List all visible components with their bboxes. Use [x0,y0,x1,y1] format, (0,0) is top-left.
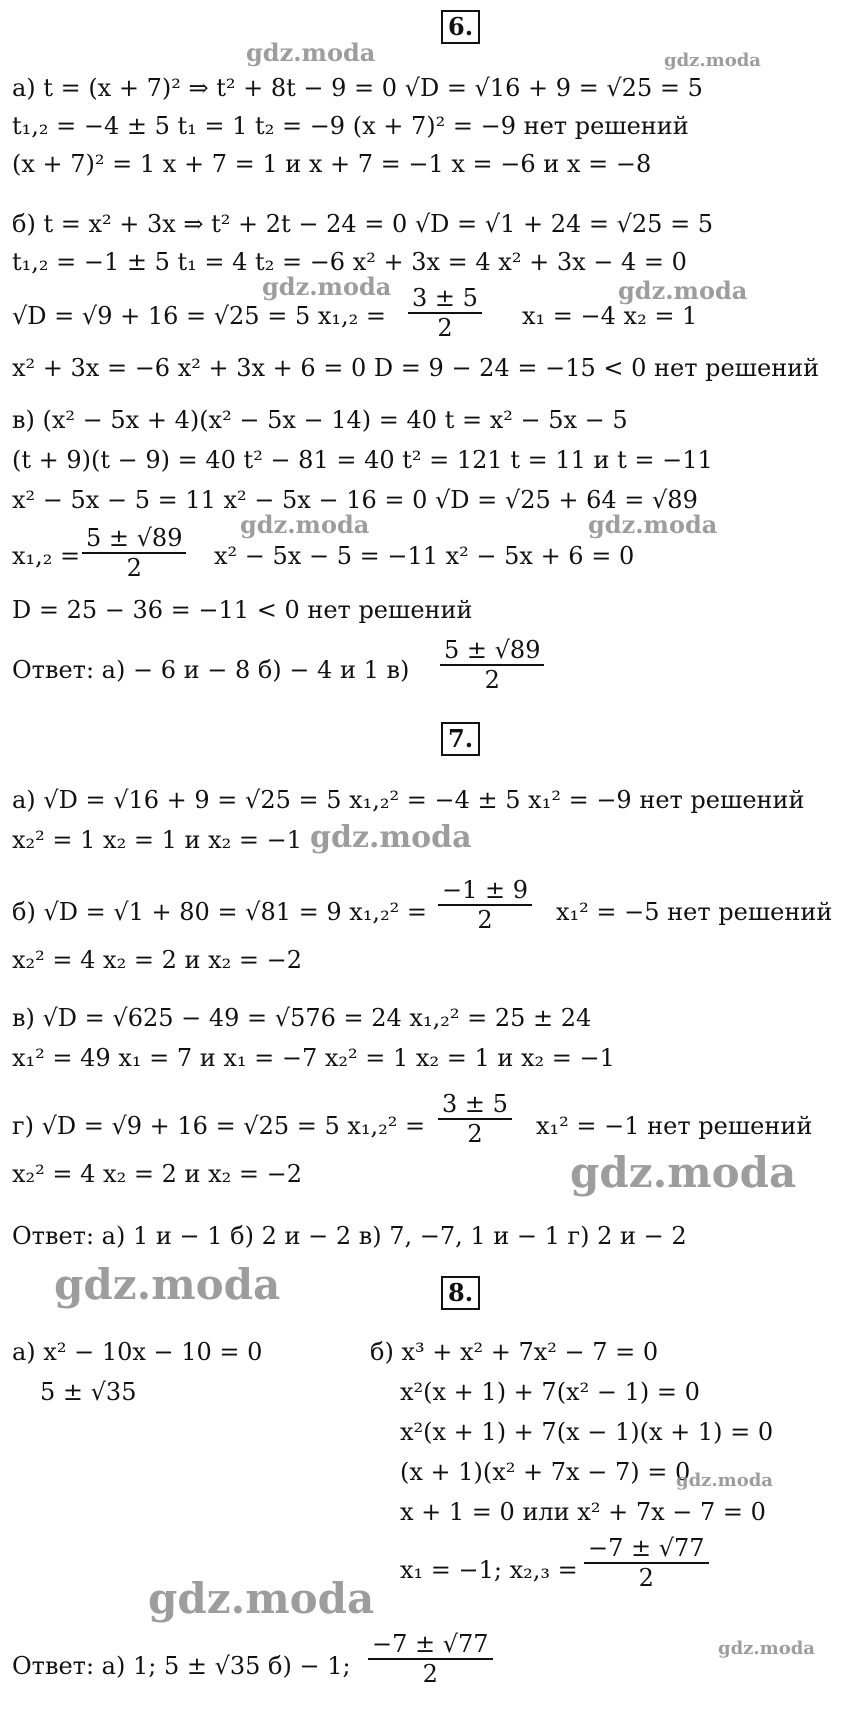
solution-line: x + 1 = 0 или x² + 7x − 7 = 0 [400,1498,766,1526]
solution-line: (x + 7)² = 1 x + 7 = 1 и x + 7 = −1 x = −6 и x = −8 [12,150,652,178]
watermark: gdz.moda [676,1470,773,1491]
solution-line: x²(x + 1) + 7(x − 1)(x + 1) = 0 [400,1418,774,1446]
fraction-numerator: −7 ± √77 [584,1534,709,1564]
solution-line: x₁² = −1 нет решений [536,1112,813,1140]
watermark: gdz.moda [310,820,472,855]
fraction-denominator: 2 [477,906,493,934]
fraction-denominator: 2 [467,1120,483,1148]
fraction-numerator: 3 ± 5 [438,1090,512,1120]
solution-line: б) x³ + x² + 7x² − 7 = 0 [370,1338,659,1366]
fraction-numerator: 5 ± √89 [440,636,544,666]
solution-line: x₁² = 49 x₁ = 7 и x₁ = −7 x₂² = 1 x₂ = 1 и x₂ = −1 [12,1044,615,1072]
solution-line: а) t = (x + 7)² ⇒ t² + 8t − 9 = 0 √D = √16 + 9 = √25 = 5 [12,74,703,102]
fraction [438,876,532,934]
solution-line: x₁ = −4 x₂ = 1 [522,302,698,330]
watermark: gdz.moda [618,276,748,305]
solution-line: x₂² = 4 x₂ = 2 и x₂ = −2 [12,1160,302,1188]
fraction-numerator: −7 ± √77 [368,1630,493,1660]
solution-line: б) t = x² + 3x ⇒ t² + 2t − 24 = 0 √D = √1 + 24 = √25 = 5 [12,210,714,238]
watermark: gdz.moda [588,510,718,539]
watermark: gdz.moda [718,1638,815,1659]
solution-line: x₂² = 1 x₂ = 1 и x₂ = −1 [12,826,302,854]
solution-line: x²(x + 1) + 7(x² − 1) = 0 [400,1378,700,1406]
solution-line: б) √D = √1 + 80 = √81 = 9 x₁,₂² = [12,898,428,926]
fraction [408,284,482,342]
solution-line: x² − 5x − 5 = 11 x² − 5x − 16 = 0 √D = √25 + 64 = √89 [12,486,698,514]
answer-line: Ответ: а) 1 и − 1 б) 2 и − 2 в) 7, −7, 1 и − 1 г) 2 и − 2 [12,1222,687,1250]
solution-line: а) √D = √16 + 9 = √25 = 5 x₁,₂² = −4 ± 5 x₁² = −9 нет решений [12,786,805,814]
watermark: gdz.moda [570,1148,797,1197]
answer-line: Ответ: а) 1; 5 ± √35 б) − 1; [12,1652,351,1680]
solution-line: √D = √9 + 16 = √25 = 5 x₁,₂ = [12,302,386,330]
solution-line: в) (x² − 5x + 4)(x² − 5x − 14) = 40 t = x² − 5x − 5 [12,406,628,434]
solution-line: x₂² = 4 x₂ = 2 и x₂ = −2 [12,946,302,974]
watermark: gdz.moda [262,272,392,301]
fraction [368,1630,493,1688]
fraction [440,636,544,694]
solution-line: в) √D = √625 − 49 = √576 = 24 x₁,₂² = 25 ± 24 [12,1004,592,1032]
watermark: gdz.moda [240,510,370,539]
watermark: gdz.moda [246,38,376,67]
solution-line: D = 25 − 36 = −11 < 0 нет решений [12,596,473,624]
fraction [584,1534,709,1592]
solution-line: x₁,₂ = [12,542,81,570]
fraction-numerator: 3 ± 5 [408,284,482,314]
solution-line: г) √D = √9 + 16 = √25 = 5 x₁,₂² = [12,1112,426,1140]
solution-line: x₁ = −1; x₂,₃ = [400,1556,578,1584]
section-number-6: 6. [441,10,480,44]
fraction [438,1090,512,1148]
fraction-numerator: −1 ± 9 [438,876,532,906]
section-number-7: 7. [441,722,480,756]
solution-line: t₁,₂ = −4 ± 5 t₁ = 1 t₂ = −9 (x + 7)² = −9 нет решений [12,112,689,140]
watermark: gdz.moda [664,50,761,71]
solution-line: (t + 9)(t − 9) = 40 t² − 81 = 40 t² = 121 t = 11 и t = −11 [12,446,713,474]
watermark: gdz.moda [148,1574,375,1623]
solution-line: а) x² − 10x − 10 = 0 [12,1338,263,1366]
fraction [82,524,186,582]
fraction-denominator: 2 [422,1660,438,1688]
solution-line: 5 ± √35 [40,1378,137,1406]
solution-line: (x + 1)(x² + 7x − 7) = 0 [400,1458,691,1486]
section-number-8: 8. [441,1276,480,1310]
solution-line: x₁² = −5 нет решений [556,898,833,926]
answer-line: Ответ: а) − 6 и − 8 б) − 4 и 1 в) [12,656,410,684]
solution-line: x² + 3x = −6 x² + 3x + 6 = 0 D = 9 − 24 = −15 < 0 нет решений [12,354,820,382]
fraction-denominator: 2 [638,1564,654,1592]
fraction-denominator: 2 [126,554,142,582]
watermark: gdz.moda [54,1260,281,1309]
solution-line: t₁,₂ = −1 ± 5 t₁ = 4 t₂ = −6 x² + 3x = 4 x² + 3x − 4 = 0 [12,248,687,276]
fraction-denominator: 2 [484,666,500,694]
fraction-numerator: 5 ± √89 [82,524,186,554]
fraction-denominator: 2 [437,314,453,342]
solution-line: x² − 5x − 5 = −11 x² − 5x + 6 = 0 [214,542,635,570]
